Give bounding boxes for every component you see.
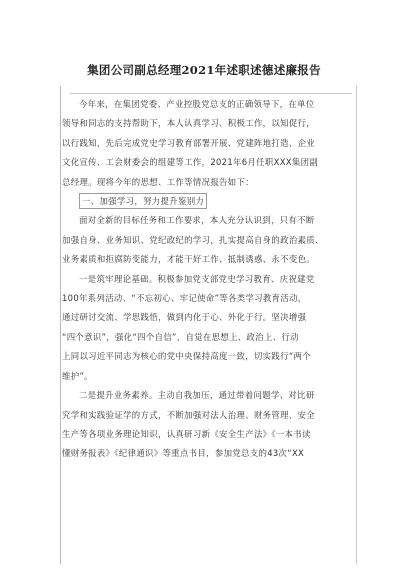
section-1-line-2: 加强自身、业务知识、党纪政纪的学习，扎实提高自身的政治素质、 [62,234,324,245]
point-1-line-3: 通过研讨交流、学思践悟，做到内化于心、外化于行。坚决增强 [62,312,307,323]
point-1-line-2: 100年系列活动、“不忘初心、牢记使命”等各类学习教育活动， [62,293,307,304]
point-1-line-6: 维护”。 [62,370,93,381]
section-heading-box: 一、加强学习，努力提升鉴别力 [79,193,207,209]
paragraph-intro-line-5: 总经理。现将今年的思想、工作等情况报告如下： [62,176,254,187]
paragraph-intro-line-4: 文化宣传、工会财委会的组建等工作，2021年6月任职XXX集团副 [62,157,319,168]
point-2-line-4: 懂财务报表》《纪律通识》等重点书目，参加党总支的43次“XX [62,448,305,459]
point-2-line-3: 生产等各项业务理论知识，认真研习新《安全生产法》《一本书读 [62,428,311,439]
report-body [62,95,360,464]
point-2-line-2: 究学和实践验证学的方式，不断加强对法人治理、财务管理、安全 [62,409,316,420]
document-title: 集团公司副总经理2021年述职述德述廉报告 [87,63,321,77]
page-frame-top-rule [70,93,352,94]
paragraph-intro-line-2: 领导和同志的支持帮助下，本人认真学习、积极工作，以知促行， [62,118,316,129]
section-1-line-3: 业务素质和拒腐防变能力，才能干好工作、抵制诱惑、永不变色。 [62,254,316,265]
section-1-line-1: 面对全新的目标任务和工作要求，本人充分认识到，只有不断 [79,215,315,226]
paragraph-intro-line-1: 今年来，在集团党委、产业控股党总支的正确领导下，在单位 [79,99,315,109]
point-1-line-4: “四个意识”，强化“四个自信”，自觉在思想上、政治上、行动 [62,331,299,342]
section-heading-1 [62,192,360,211]
point-1-line-1: 一是筑牢理论基础。积极参加党支部党史学习教育、庆祝建党 [79,273,315,284]
point-2-line-1: 二是提升业务素养。主动自我加压，通过带着问题学、对比研 [79,390,315,401]
paragraph-intro-line-3: 以行践知，先后完成党史学习教育部署开展、党建阵地打造、企业 [62,137,316,148]
point-1-line-5: 上同以习近平同志为核心的党中央保持高度一致，切实践行“两个 [62,351,311,362]
